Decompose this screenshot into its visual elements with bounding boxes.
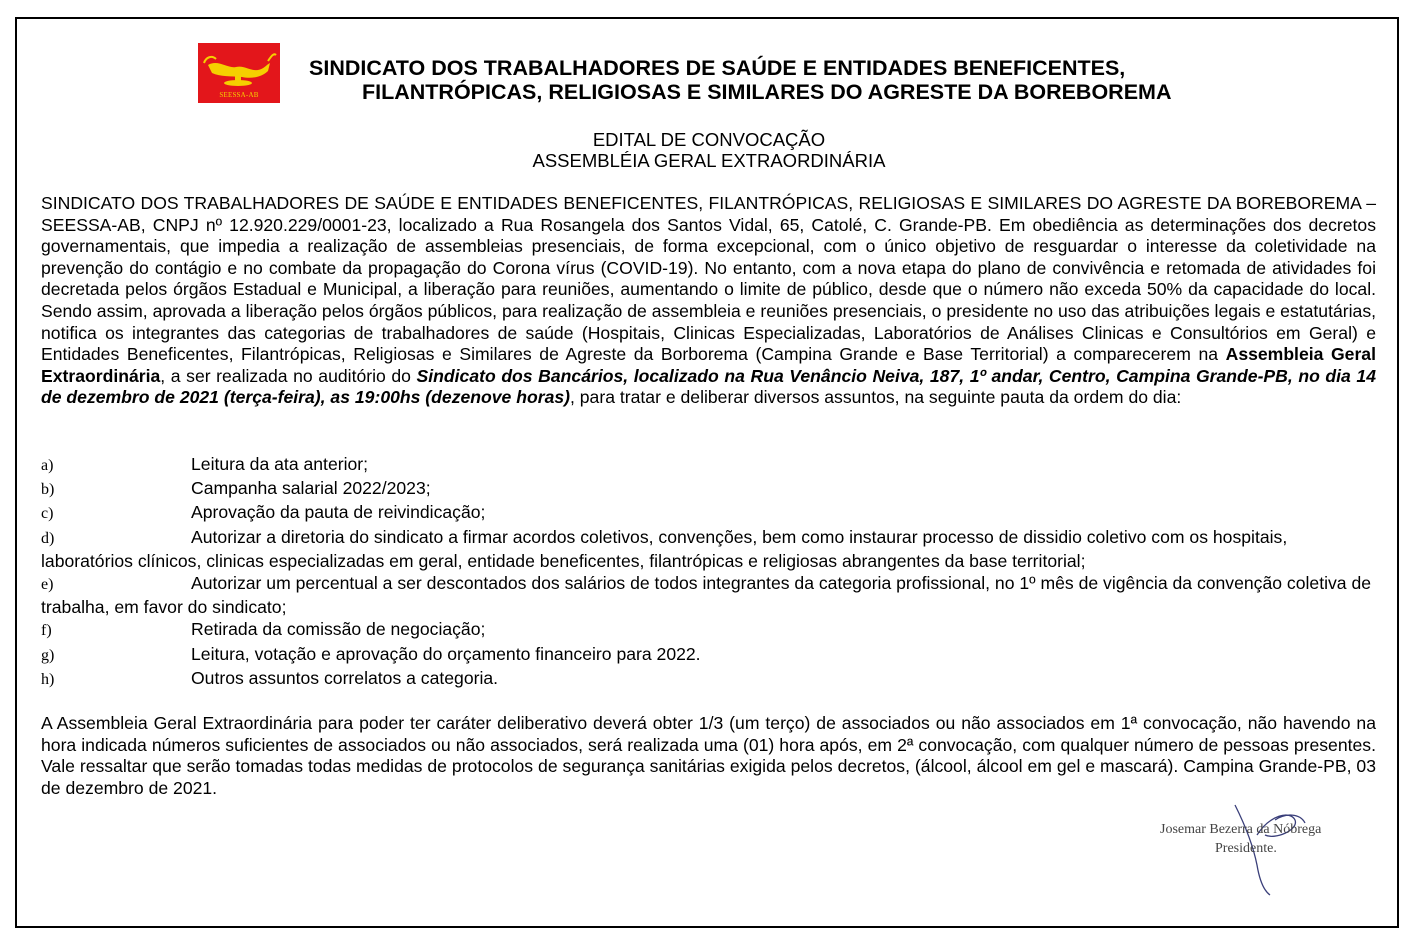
body-tail: , para tratar e deliberar diversos assuntos, na seguinte pauta da ordem do dia:: [570, 387, 1182, 408]
notice-subtitle: ASSEMBLÉIA GERAL EXTRAORDINÁRIA: [532, 150, 886, 171]
assembly-name: Assembleia Geral Extraordinária: [41, 344, 1376, 386]
agenda-letter: g): [41, 646, 55, 664]
agenda-text: Leitura da ata anterior;: [191, 454, 369, 474]
union-logo: [198, 43, 280, 103]
agenda-letter: b): [41, 481, 55, 499]
signatory-role: Presidente.: [1215, 841, 1277, 856]
union-name-line-2: FILANTRÓPICAS, RELIGIOSAS E SIMILARES DO AGRESTE DA BOREBOREMA: [362, 80, 1172, 104]
agenda-text: Retirada da comissão de negociação;: [191, 619, 486, 640]
agenda-item: [41, 572, 1376, 618]
notice-title: EDITAL DE CONVOCAÇÃO: [592, 129, 826, 150]
agenda-text: Autorizar a diretoria do sindicato a firmar acordos coletivos, convenções, bem como instaurar processo de dissidio coletivo com os hospitais, laboratórios clínicos, clinicas especializadas em geral, entidade beneficentes, filantrópicas e religiosas abrangentes da base territorial;: [41, 526, 1288, 571]
agenda-text: Outros assuntos correlatos a categoria.: [191, 667, 499, 688]
agenda-letter: a): [41, 457, 54, 474]
agenda-text: Leitura, votação e aprovação do orçamento financeiro para 2022.: [191, 643, 701, 664]
agenda-letter: d): [41, 529, 55, 547]
body-mid: , a ser realizada no auditório do: [160, 365, 417, 386]
agenda-letter: e): [41, 576, 54, 594]
union-name-line-1: SINDICATO DOS TRABALHADORES DE SAÚDE E ENTIDADES BENEFICENTES,: [309, 56, 1126, 80]
agenda-list: [41, 453, 1376, 691]
agenda-letter: f): [41, 622, 52, 640]
agenda-letter: h): [41, 670, 55, 688]
body-intro: SINDICATO DOS TRABALHADORES DE SAÚDE E ENTIDADES BENEFICENTES, FILANTRÓPICAS, RELIGIOSAS E SIMILARES DO AGRESTE DA BOREBOREMA – SEESSA-AB, CNPJ nº 12.920.229/0001-23, localizado a Rua Rosangela dos Santos Vidal, 65, Catolé, C. Grande-PB. Em obediência as determinações dos decretos governamentais, que impedia a realização de assembleias presenciais, de forma excepcional, com o único objetivo de resguardar o interesse da coletividade na prevenção do contágio e no combate da propagação do Corona vírus (COVID-19). No entanto, com a nova etapa do plano de convivência e retomada de atividades foi decretada pelos órgãos Estadual e Municipal, a liberação para reuniões, aumentando o limite de público, desde que o número não exceda 50% da capacidade do local. Sendo assim, aprovada a liberação pelos órgãos públicos, para realização de assembleia e reuniões presenciais, o presidente no uso das atribuições legais e estatutárias, notifica os integrantes das categorias de trabalhadores de saúde (Hospitais, Clinicas Especializadas, Laboratórios de Análises Clinicas e Consultórios em Geral) e Entidades Beneficentes, Filantrópicas, Religiosas e Similares de Agreste da Borborema (Campina Grande e Base Territorial) a comparecerem na: [41, 193, 1376, 365]
agenda-item: [41, 667, 1376, 691]
agenda-letter: c): [41, 505, 54, 523]
closing-paragraph: A Assembleia Geral Extraordinária para poder ter caráter deliberativo deverá obter 1/3 (um terço) de associados ou não associados em 1ª convocação, não havendo na hora indicada números suficientes de associados ou não associados, será realizada uma (01) hora após, em 2ª convocação, com qualquer número de pessoas presentes. Vale ressaltar que serão tomadas todas medidas de protocolos de segurança sanitárias exigida pelos decretos, (álcool, álcool em gel e mascará). Campina Grande-PB, 03 de dezembro de 2021.: [41, 713, 1376, 798]
agenda-item: [41, 618, 1376, 642]
meeting-location: Sindicato dos Bancários, localizado na Rua Venâncio Neiva, 187, 1º andar, Centro, Campina Grande-PB, no dia 14 de dezembro de 2021 (terça-feira), as 19:00hs (dezenove horas): [41, 365, 1376, 408]
agenda-text: Aprovação da pauta de reivindicação;: [191, 502, 486, 523]
agenda-item: [41, 526, 1376, 572]
agenda-text: Campanha salarial 2022/2023;: [191, 478, 431, 499]
signatory-name: Josemar Bezerra da Nóbrega: [1160, 822, 1322, 837]
notice-body: [41, 193, 1376, 409]
agenda-text: Autorizar um percentual a ser descontados dos salários de todos integrantes da categoria profissional, no 1º mês de vigência da convenção coletiva de trabalha, em favor do sindicato;: [41, 573, 1372, 618]
logo-acronym: SEESSA-AB: [219, 91, 259, 99]
agenda-item: [41, 453, 1376, 477]
agenda-item: [41, 477, 1376, 501]
agenda-item: [41, 501, 1376, 525]
agenda-item: [41, 643, 1376, 667]
body-paragraph: [41, 193, 1376, 409]
